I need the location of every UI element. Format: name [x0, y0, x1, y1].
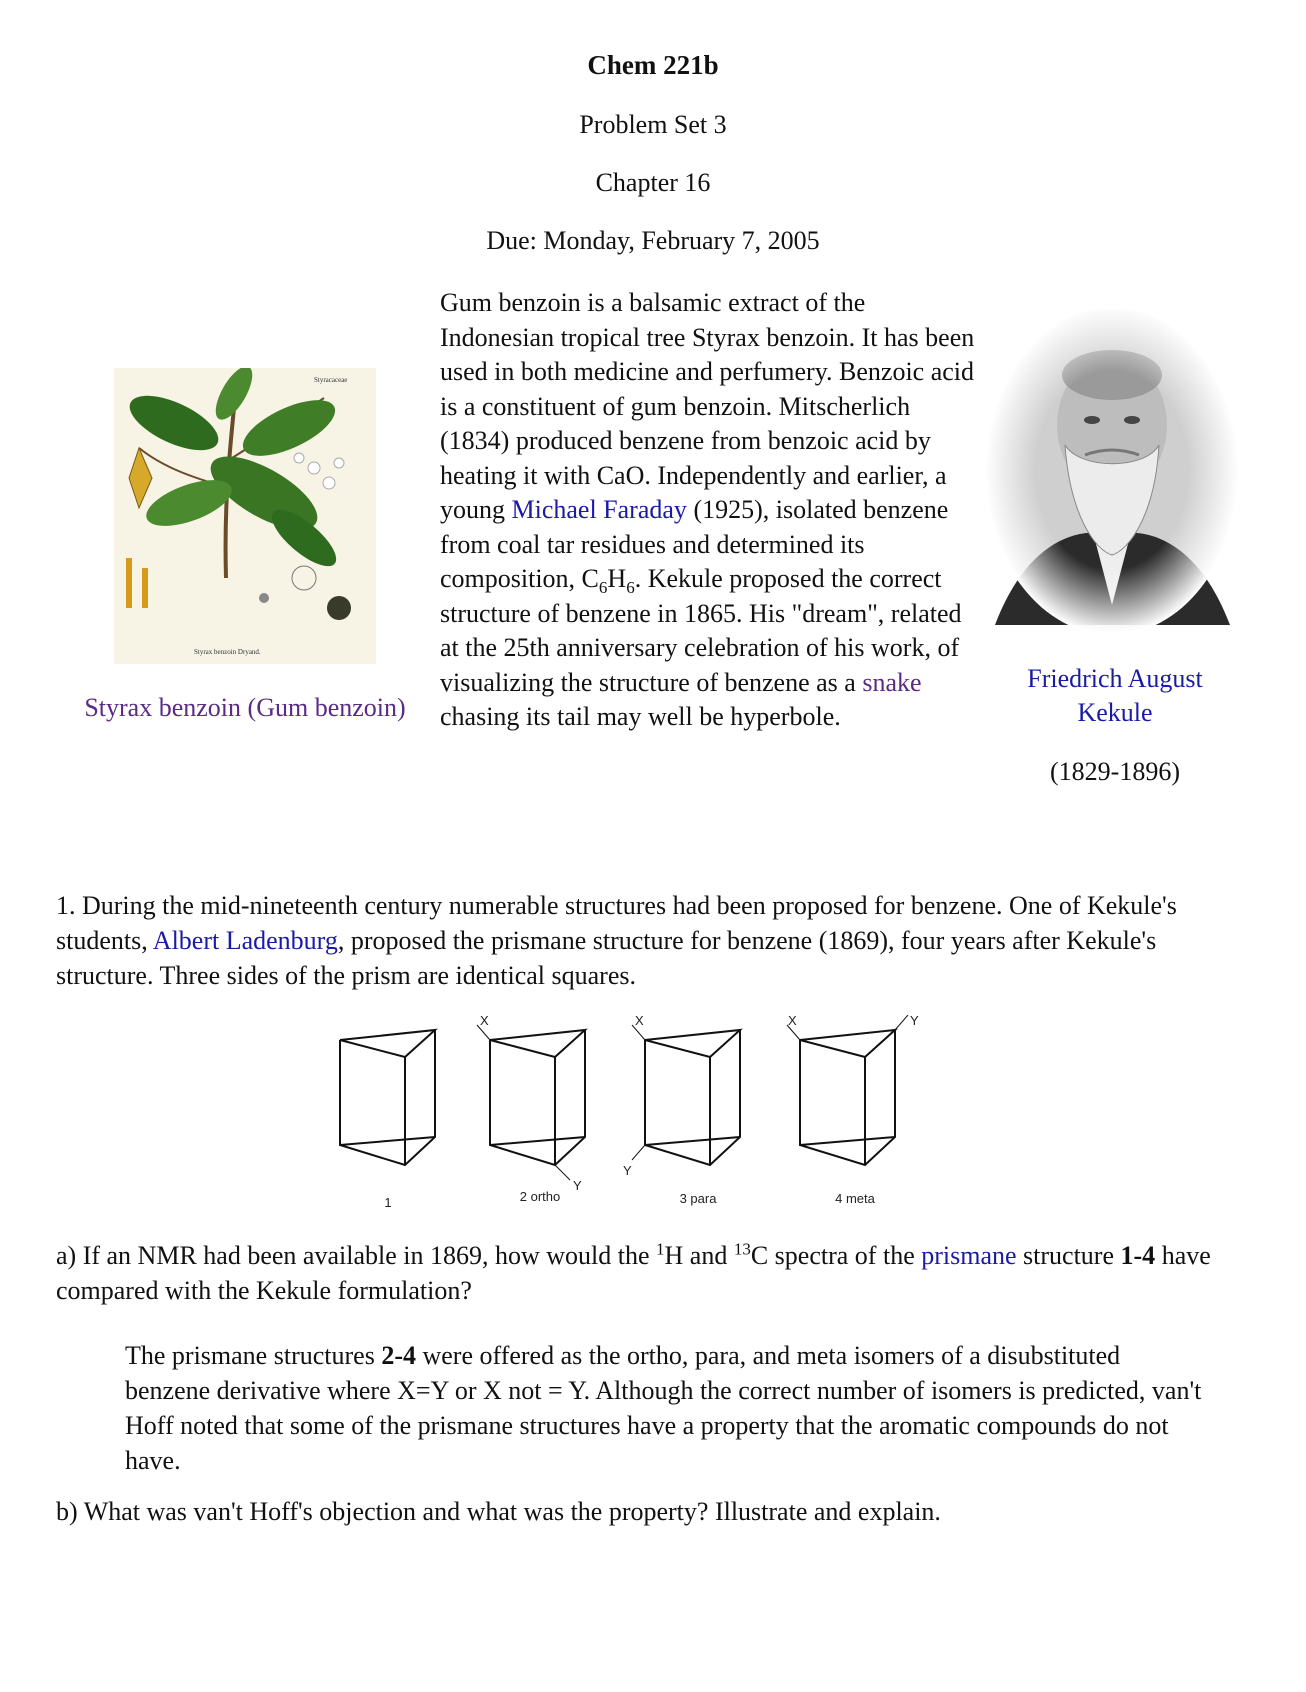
- note-text-a: The prismane structures: [125, 1341, 382, 1370]
- kekule-name-link[interactable]: [1000, 662, 1230, 730]
- svg-text:Styracaceae: Styracaceae: [314, 376, 348, 384]
- intro-text-2: (1925), isolated benzene from coal tar residues and determined its composition, C: [440, 495, 949, 593]
- question-1-text-b: , proposed the prismane structure for benzene (1869), four years after Kekule's structure. Three sides of the prism are identical squares.: [56, 926, 1157, 990]
- part-a-text-b: H and: [664, 1241, 734, 1270]
- vant-hoff-note: [125, 1338, 1205, 1478]
- label-1: 1: [384, 1195, 392, 1210]
- due-date: Due: Monday, February 7, 2005: [486, 226, 820, 255]
- carbon-subscript: 6: [598, 578, 608, 598]
- label-4-meta: 4 meta: [835, 1191, 875, 1206]
- prismane-structures-figure: [330, 1015, 970, 1210]
- prismane-3-para: [632, 1025, 740, 1165]
- svg-text:Styrax benzoin Dryand.: Styrax benzoin Dryand.: [194, 648, 261, 656]
- snake-link[interactable]: snake: [862, 667, 922, 697]
- prism3-y-label: Y: [623, 1163, 632, 1178]
- problem-set-title: Problem Set 3: [579, 110, 727, 139]
- prism4-x-label: X: [788, 1015, 797, 1028]
- part-a-text-a: a) If an NMR had been available in 1869, how would the: [56, 1241, 657, 1270]
- part-a-text-d: structure: [1016, 1241, 1121, 1270]
- prism3-x-label: X: [635, 1015, 644, 1028]
- note-text-b: were offered as the ortho, para, and meta isomers of a disubstituted benzene derivative where X=Y or X not = Y. Although the correct number of isomers is predicted, van't Hoff noted that some of the prismane structures have a property that the aromatic compounds do not have.: [125, 1341, 1202, 1475]
- hydrogen-symbol: H: [607, 564, 627, 593]
- note-bold: 2-4: [381, 1341, 416, 1370]
- part-a-text-e: have compared with the Kekule formulation?: [56, 1241, 1211, 1305]
- kekule-portrait: [985, 305, 1240, 635]
- prismane-2-ortho: [477, 1025, 585, 1180]
- prismane-link[interactable]: prismane: [921, 1241, 1017, 1270]
- intro-paragraph: [440, 286, 980, 735]
- prism2-x-label: X: [480, 1015, 489, 1028]
- plant-caption-link[interactable]: Styrax benzoin (Gum benzoin): [84, 693, 406, 722]
- label-3-para: 3 para: [679, 1191, 717, 1206]
- chapter-title: Chapter 16: [595, 168, 711, 197]
- prismane-4-meta: [787, 1015, 908, 1165]
- label-2-ortho: 2 ortho: [519, 1189, 561, 1204]
- hydrogen-subscript: 6: [626, 578, 635, 598]
- styrax-benzoin-illustration[interactable]: [114, 368, 376, 664]
- part-b-question: b) What was van't Hoff's objection and what was the property? Illustrate and explain.: [56, 1497, 941, 1526]
- question-1: [56, 888, 1256, 993]
- part-a-text-c: C spectra of the: [750, 1241, 922, 1270]
- albert-ladenburg-link[interactable]: Albert Ladenburg: [152, 926, 338, 955]
- prism2-y-label: Y: [573, 1178, 582, 1193]
- course-title: Chem 221b: [587, 50, 719, 80]
- kekule-dates: (1829-1896): [1050, 757, 1180, 786]
- part-a-question: [56, 1238, 1256, 1308]
- h1-superscript: 1: [656, 1239, 665, 1259]
- prismane-1: [340, 1030, 435, 1165]
- intro-text-1: Gum benzoin is a balsamic extract of the Indonesian tropical tree Styrax benzoin. It has been used in both medicine and perfumery. Benzoic acid is a constituent of gum benzoin. Mitscherlich (1834) produced benzene from benzoic acid by heating it with CaO. Independently and earlier, a young: [440, 288, 975, 524]
- c13-superscript: 13: [733, 1239, 751, 1259]
- prism4-y-label: Y: [910, 1015, 919, 1028]
- intro-text-4: chasing its tail may well be hyperbole.: [440, 702, 841, 731]
- part-a-bold: 1-4: [1120, 1241, 1156, 1270]
- intro-text-3: . Kekule proposed the correct structure of benzene in 1865. His "dream", related at the 25th anniversary celebration of his work, of visualizing the structure of benzene as a: [440, 564, 962, 697]
- kekule-name-text[interactable]: Friedrich August Kekule: [1027, 664, 1203, 727]
- question-1-text-a: 1. During the mid-nineteenth century numerable structures had been proposed for benzene. One of Kekule's students,: [56, 891, 1177, 955]
- michael-faraday-link[interactable]: Michael Faraday: [511, 495, 687, 524]
